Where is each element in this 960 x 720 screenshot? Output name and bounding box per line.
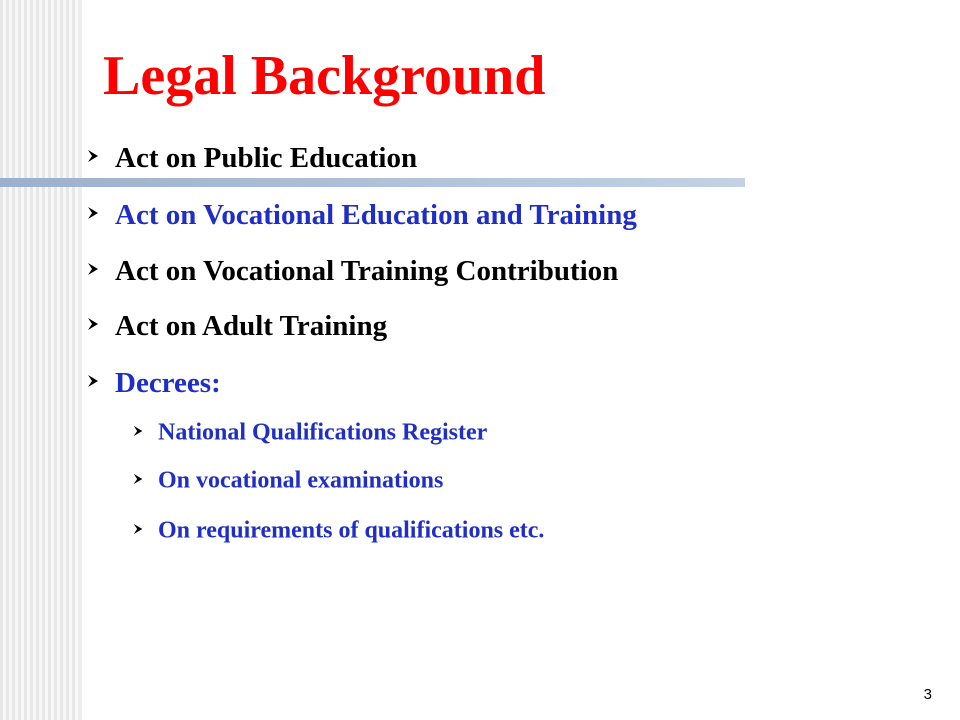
bullet-item-training-contribution <box>86 255 618 286</box>
left-stripe-edge <box>78 0 82 720</box>
sub-bullet-text: National Qualifications Register <box>158 419 488 446</box>
arrow-bullet-icon <box>86 149 100 163</box>
page-number: 3 <box>923 686 932 703</box>
bullet-item-decrees <box>86 367 221 398</box>
title-underline-bar <box>0 178 745 187</box>
arrow-bullet-icon <box>132 425 144 437</box>
bullet-text: Act on Public Education <box>115 141 418 174</box>
arrow-bullet-icon <box>86 317 100 331</box>
left-stripe-panel <box>0 0 82 720</box>
bullet-item-vocational-education <box>86 199 637 230</box>
arrow-bullet-icon <box>86 206 100 220</box>
sub-bullet-qualification-requirements <box>132 517 544 542</box>
slide-title: Legal Background <box>103 45 546 107</box>
sub-bullet-text: On requirements of qualifications etc. <box>158 517 545 544</box>
bullet-item-adult-training <box>86 310 387 341</box>
sub-bullet-vocational-examinations <box>132 467 443 492</box>
bullet-text: Act on Adult Training <box>115 309 388 342</box>
bullet-text: Act on Vocational Education and Training <box>115 198 637 231</box>
sub-bullet-qualifications-register <box>132 419 487 444</box>
sub-bullet-text: On vocational examinations <box>158 467 444 494</box>
bullet-text: Act on Vocational Training Contribution <box>115 254 619 287</box>
arrow-bullet-icon <box>86 374 100 388</box>
arrow-bullet-icon <box>132 473 144 485</box>
bullet-text: Decrees: <box>115 366 221 399</box>
arrow-bullet-icon <box>132 523 144 535</box>
arrow-bullet-icon <box>86 262 100 276</box>
bullet-item-public-education <box>86 142 417 173</box>
